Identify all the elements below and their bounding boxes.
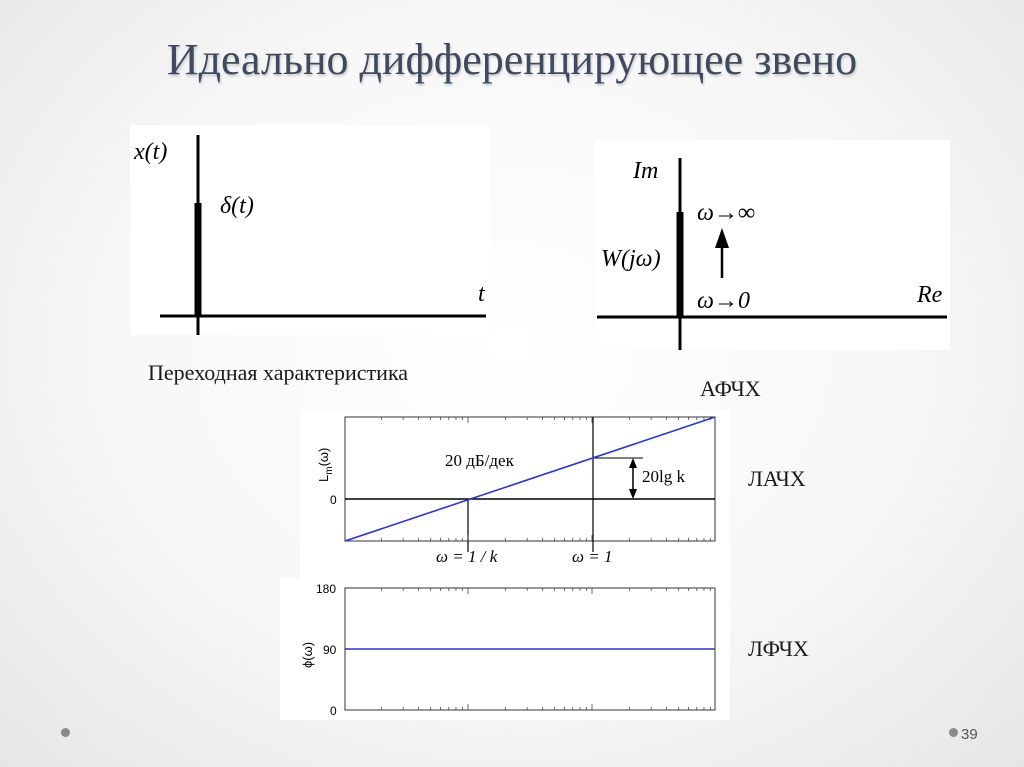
svg-text:Lm(ω) xyxy=(316,448,335,482)
omega-inf-label: ω→∞ xyxy=(697,200,756,226)
lafc-panel xyxy=(300,410,730,580)
lafc-y-axis-label xyxy=(316,448,335,482)
omega-zero-label: ω→0 xyxy=(697,288,750,314)
lafc-y-label-arg: (ω) xyxy=(316,447,331,467)
page-number: 39 xyxy=(961,726,978,743)
t-axis-label: t xyxy=(478,281,485,307)
lpfc-panel xyxy=(280,578,730,720)
gain-arrow-up-icon xyxy=(629,458,637,468)
lpfc-y-tick-0: 0 xyxy=(330,704,337,718)
gain-label: 20lg k xyxy=(642,467,685,486)
lafc-chart xyxy=(300,410,730,580)
lafc-y-label-sub: m xyxy=(324,466,335,475)
re-axis-label: Re xyxy=(917,282,943,308)
gain-arrow-down-icon xyxy=(629,489,637,499)
right-corner-dot xyxy=(949,728,958,737)
lpfc-y-tick-180: 180 xyxy=(316,582,337,596)
afc-caption: АФЧХ xyxy=(700,376,761,401)
w-j-omega-label: W(jω) xyxy=(601,246,661,272)
lpfc-y-tick-90: 90 xyxy=(323,643,337,657)
arrow-up-icon xyxy=(715,228,729,248)
im-axis-label: Im xyxy=(633,158,659,184)
x-tick-omega-1-over-k: ω = 1 / k xyxy=(436,547,498,566)
afc-diagram xyxy=(595,140,950,350)
lafc-y-label-l: L xyxy=(316,474,331,482)
lpfc-y-axis-label: ϕ(ω) xyxy=(300,641,315,668)
lpfc-caption: ЛФЧХ xyxy=(748,636,809,661)
transient-response-caption: Переходная характеристика xyxy=(148,360,409,385)
lafc-caption: ЛАЧХ xyxy=(748,466,806,491)
impulse-response-panel xyxy=(130,125,490,335)
slope-label: 20 дБ/дек xyxy=(445,451,514,470)
afc-panel xyxy=(595,140,950,350)
impulse-response-diagram xyxy=(130,125,490,335)
delta-t-label: δ(t) xyxy=(220,193,254,219)
slide-title: Идеально дифференцирующее звено xyxy=(166,35,858,84)
x-t-label: x(t) xyxy=(134,139,168,165)
lpfc-chart xyxy=(280,578,730,720)
left-corner-dot xyxy=(61,728,70,737)
lafc-y-zero-tick: 0 xyxy=(330,493,337,507)
x-tick-omega-1: ω = 1 xyxy=(572,547,613,566)
